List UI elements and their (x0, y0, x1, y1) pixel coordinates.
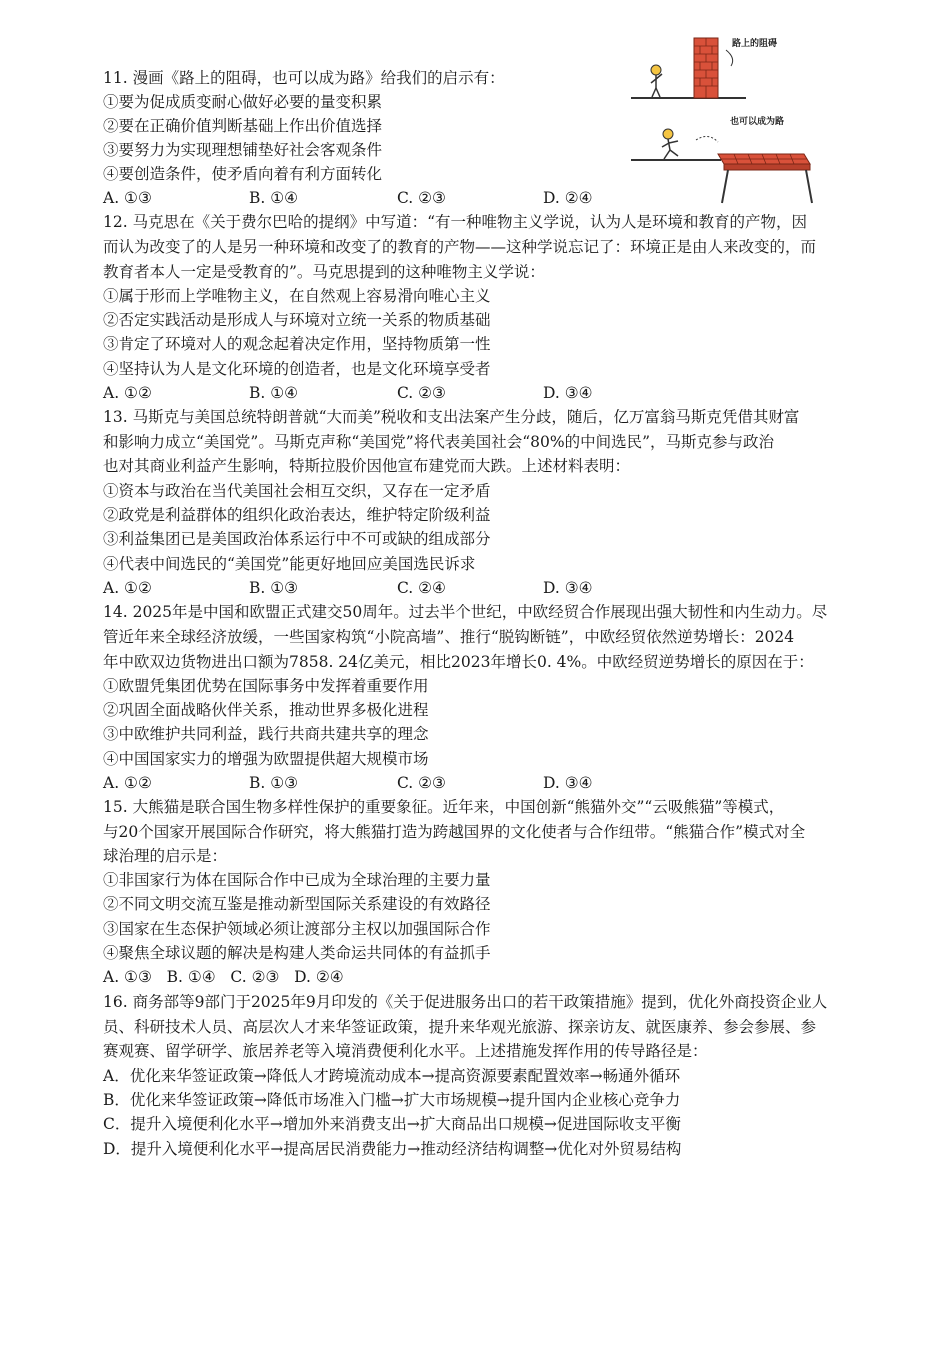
q15-item-1: ①非国家行为体在国际合作中已成为全球治理的主要力量 (103, 871, 491, 889)
q13-stem-line-2: 和影响力成立“美国党”。马斯克声称“美国党”将代表美国社会“80%的中间选民”，马斯克参与政治 (103, 433, 774, 451)
q15-stem-line-1: 15. 大熊猫是联合国生物多样性保护的重要象征。近年来，中国创新“熊猫外交”“云吸熊猫”等模式， (103, 798, 785, 816)
q12-item-4: ④坚持认为人是文化环境的创造者，也是文化环境享受者 (103, 360, 491, 378)
q13-item-1: ①资本与政治在当代美国社会相互交织，又存在一定矛盾 (103, 482, 491, 500)
q14-option-a[interactable]: A. ①② (103, 774, 152, 792)
q12-stem-line-1: 12. 马克思在《关于费尔巴哈的提纲》中写道：“有一种唯物主义学说，认为人是环境和教育的产物，因 (103, 213, 808, 231)
q15-stem-line-2: 与20个国家开展国际合作研究，将大熊猫打造为跨越国界的文化使者与合作纽带。“熊猫合作”模式对全 (103, 823, 806, 841)
q14-option-d[interactable]: D. ③④ (543, 774, 593, 792)
q13-item-3: ③利益集团已是美国政治体系运行中不可或缺的组成部分 (103, 530, 491, 548)
q11-option-c[interactable]: C. ②③ (397, 189, 446, 207)
q12-item-1: ①属于形而上学唯物主义，在自然观上容易滑向唯心主义 (103, 287, 491, 305)
q13-option-b[interactable]: B. ①③ (249, 579, 299, 597)
q12-option-c[interactable]: C. ②③ (397, 384, 446, 402)
q13-option-d[interactable]: D. ③④ (543, 579, 593, 597)
q11-option-b[interactable]: B. ①④ (249, 189, 299, 207)
q13-item-2: ②政党是利益群体的组织化政治表达，维护特定阶级利益 (103, 506, 491, 524)
q11-option-a[interactable]: A. ①③ (103, 189, 152, 207)
q12-option-b[interactable]: B. ①④ (249, 384, 299, 402)
q15-item-2: ②不同文明交流互鉴是推动新型国际关系建设的有效路径 (103, 895, 491, 913)
q13-options (103, 576, 593, 600)
q12-stem-line-2: 而认为改变了的人是另一种环境和改变了的教育的产物——这种学说忘记了：环境正是由人来改变的，而 (103, 238, 817, 256)
caption-top: 路上的阻碍 (732, 39, 778, 49)
q15-stem-line-3: 球治理的启示是： (103, 847, 228, 865)
q15-item-4: ④聚焦全球议题的解决是构建人类命运共同体的有益抓手 (103, 944, 491, 962)
q13-stem-line-1: 13. 马斯克与美国总统特朗普就“大而美”税收和支出法案产生分歧，随后，亿万富翁马斯克凭借其财富 (103, 408, 800, 426)
q16-stem-line-2: 员、科研技术人员、高层次人才来华签证政策，提升来华观光旅游、探亲访友、就医康养、参会参展、参 (103, 1018, 817, 1036)
q12-options (103, 381, 593, 405)
q11-item-2: ②要在正确价值判断基础上作出价值选择 (103, 117, 383, 135)
q11-option-d[interactable]: D. ②④ (543, 189, 593, 207)
q12-stem-line-3: 教育者本人一定是受教育的”。马克思提到的这种唯物主义学说： (103, 263, 545, 281)
q14-item-2: ②巩固全面战略伙伴关系，推动世界多极化进程 (103, 701, 429, 719)
q16-choice-d[interactable]: D．提升入境便利化水平→提高居民消费能力→推动经济结构调整→优化对外贸易结构 (103, 1140, 682, 1158)
q12-option-a[interactable]: A. ①② (103, 384, 152, 402)
q14-stem-line-2: 管近年来全球经济放缓，一些国家构筑“小院高墙”、推行“脱钩断链”，中欧经贸依然逆势增长：2024 (103, 628, 795, 646)
q15-options[interactable]: A. ①③ B. ①④ C. ②③ D. ②④ (103, 968, 344, 986)
q14-item-1: ①欧盟凭集团优势在国际事务中发挥着重要作用 (103, 677, 429, 695)
q12-option-d[interactable]: D. ③④ (543, 384, 593, 402)
q16-choice-a[interactable]: A．优化来华签证政策→降低人才跨境流动成本→提高资源要素配置效率→畅通外循环 (103, 1067, 681, 1085)
q12-item-3: ③肯定了环境对人的观念起着决定作用，坚持物质第一性 (103, 335, 491, 353)
q16-stem-line-3: 赛观赛、留学研学、旅居养老等入境消费便利化水平。上述措施发挥作用的传导路径是： (103, 1042, 708, 1060)
q16-stem-line-1: 16. 商务部等9部门于2025年9月印发的《关于促进服务出口的若干政策措施》提到，优化外商投资企业人 (103, 993, 828, 1011)
q14-option-b[interactable]: B. ①③ (249, 774, 299, 792)
q11-stem: 11. 漫画《路上的阻碍，也可以成为路》给我们的启示有： (103, 69, 505, 87)
q12-item-2: ②否定实践活动是形成人与环境对立统一关系的物质基础 (103, 311, 491, 329)
q16-choice-b[interactable]: B．优化来华签证政策→降低市场准入门槛→扩大市场规模→提升国内企业核心竞争力 (103, 1091, 681, 1109)
q15-item-3: ③国家在生态保护领域必须让渡部分主权以加强国际合作 (103, 920, 491, 938)
q14-stem-line-3: 年中欧双边货物进出口额为7858. 24亿美元，相比2023年增长0. 4%。中欧经贸逆势增长的原因在于： (103, 653, 814, 671)
q14-options (103, 771, 593, 795)
q13-option-a[interactable]: A. ①② (103, 579, 152, 597)
q14-item-4: ④中国国家实力的增强为欧盟提供超大规模市场 (103, 750, 429, 768)
q14-stem-line-1: 14. 2025年是中国和欧盟正式建交50周年。过去半个世纪，中欧经贸合作展现出强大韧性和内生动力。尽 (103, 603, 828, 621)
caption-bottom: 也可以成为路 (730, 117, 785, 127)
q13-item-4: ④代表中间选民的“美国党”能更好地回应美国选民诉求 (103, 555, 476, 573)
q13-stem-line-3: 也对其商业利益产生影响，特斯拉股价因他宣布建党而大跌。上述材料表明： (103, 457, 631, 475)
q11-options (103, 186, 593, 210)
cartoon-illustration (626, 28, 826, 208)
q14-option-c[interactable]: C. ②③ (397, 774, 446, 792)
q14-item-3: ③中欧维护共同利益，践行共商共建共享的理念 (103, 725, 429, 743)
q11-item-3: ③要努力为实现理想铺垫好社会客观条件 (103, 141, 383, 159)
q13-option-c[interactable]: C. ②④ (397, 579, 446, 597)
q11-item-1: ①要为促成质变耐心做好必要的量变积累 (103, 93, 383, 111)
q16-choice-c[interactable]: C．提升入境便利化水平→增加外来消费支出→扩大商品出口规模→促进国际收支平衡 (103, 1115, 681, 1133)
q11-item-4: ④要创造条件，使矛盾向着有利方面转化 (103, 165, 383, 183)
